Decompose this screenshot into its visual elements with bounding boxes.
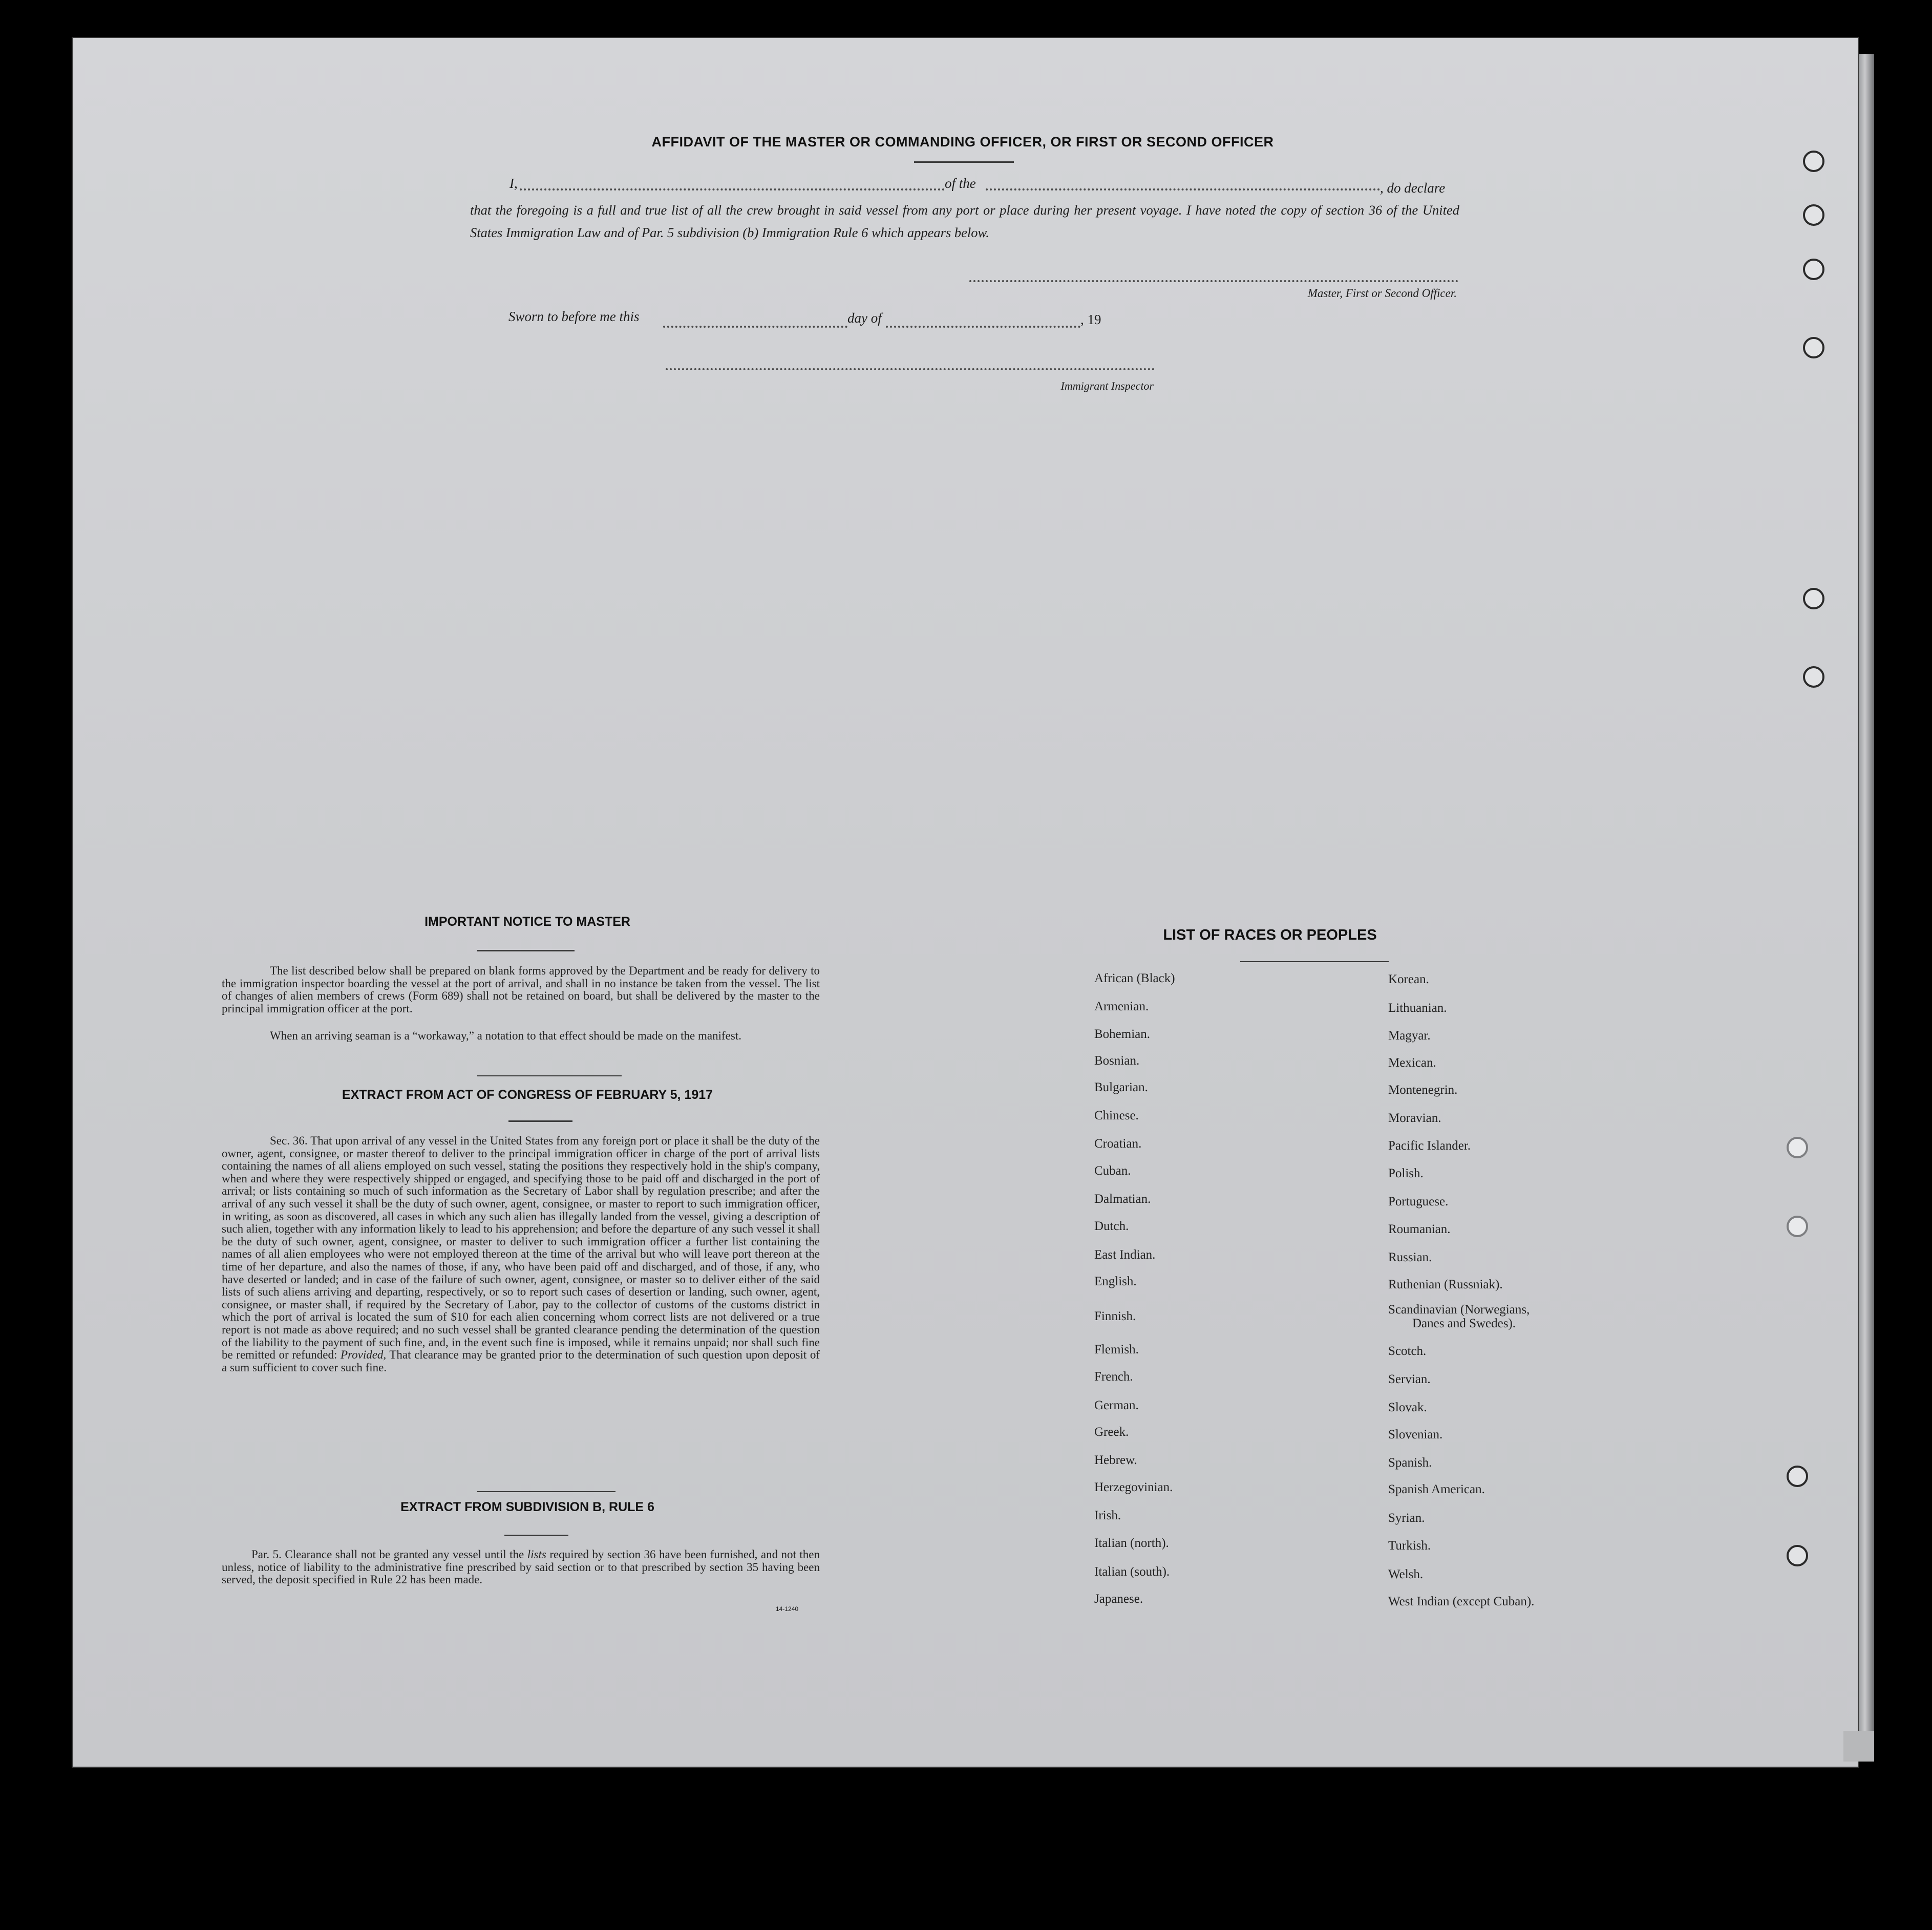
sworn-prefix: Sworn to before me this [508,309,640,324]
binder-hole-icon [1803,204,1824,226]
race-right-item: Syrian. [1388,1511,1425,1525]
race-right-item: West Indian (except Cuban). [1388,1595,1535,1608]
inspector-label: Immigrant Inspector [1060,379,1154,392]
extract-act-title-rule [508,1120,572,1122]
race-left-item: Croatian. [1094,1137,1142,1151]
races-title-rule [1240,961,1389,962]
master-signature-label: Master, First or Second Officer. [1307,287,1457,300]
race-right-item: Pacific Islander. [1388,1139,1471,1153]
binder-hole-icon [1803,337,1824,358]
inspector-signature-field[interactable] [666,368,1155,370]
notice-para-1-text: The list described below shall be prepared on blank forms approved by the Department and be ready for delivery to the immigration inspector boarding the vessel at the port of arrival, and shall in no instance be taken from the vessel. The list of changes of alien members of crews (Form 689) shall not be retained on board, but shall be delivered by the master to the principal immigration officer at the port. [222,964,820,1015]
race-right-item: Moravian. [1388,1111,1441,1125]
affidavit-title-rule [914,161,1014,163]
race-left-item: Chinese. [1094,1109,1139,1122]
race-right-item: Slovenian. [1388,1428,1443,1441]
race-right-item: Korean. [1388,972,1429,986]
sworn-date-field[interactable] [663,326,847,328]
race-left-item: French. [1094,1370,1133,1384]
notice-para-2-text: When an arriving seaman is a “workaway,” a notation to that effect should be made on the manifest. [270,1029,741,1042]
race-left-item: Greek. [1094,1425,1129,1439]
binder-hole-icon [1787,1216,1808,1237]
extract-rule-text [222,1549,820,1586]
race-left-item: Hebrew. [1094,1453,1137,1467]
affidavit-title: AFFIDAVIT OF THE MASTER OR COMMANDING OFFICER, OR FIRST OR SECOND OFFICER [651,134,1274,150]
race-left-item: Irish. [1094,1509,1121,1522]
race-left-item: Japanese. [1094,1592,1143,1606]
race-right-item: Scotch. [1388,1344,1427,1358]
race-left-item: Bulgarian. [1094,1080,1148,1094]
race-right-item: Portuguese. [1388,1195,1449,1208]
extract-act-text [222,1135,820,1374]
race-right-item: Mexican. [1388,1056,1436,1070]
sheet-corner [1843,1731,1874,1762]
extract-rule-text-start: Par. 5. Clearance shall not be granted any vessel until the [251,1548,524,1561]
binder-hole-icon [1787,1137,1808,1158]
race-left-item: Bosnian. [1094,1054,1140,1068]
extract-act-title: EXTRACT FROM ACT OF CONGRESS OF FEBRUARY 5, 1917 [342,1088,713,1102]
race-right-item: Magyar. [1388,1029,1431,1043]
extract-rule-title: EXTRACT FROM SUBDIVISION B, RULE 6 [400,1500,654,1514]
race-right-item: Turkish. [1388,1539,1431,1553]
race-right-item: Roumanian. [1388,1222,1451,1236]
race-right-item: Montenegrin. [1388,1083,1458,1097]
race-right-item: Welsh. [1388,1567,1424,1581]
race-left-item: Bohemian. [1094,1027,1151,1041]
race-left-item: East Indian. [1094,1248,1156,1262]
sworn-month-field[interactable] [886,326,1080,328]
race-left-item: Finnish. [1094,1309,1136,1323]
race-right-item: Russian. [1388,1250,1432,1264]
race-left-item: Dalmatian. [1094,1192,1151,1206]
affidavit-line-i: I, [509,176,518,191]
binder-hole-icon [1803,666,1824,688]
notice-title-rule [477,950,575,951]
race-right-item: Slovak. [1388,1401,1427,1414]
binder-hole-icon [1803,151,1824,172]
extract-rule-lists: lists [527,1548,546,1561]
race-right-item: Spanish American. [1388,1482,1485,1496]
master-signature-field[interactable] [969,280,1458,282]
notice-para-2 [222,1030,820,1043]
notice-para-1 [222,965,820,1015]
race-left-item: Cuban. [1094,1164,1131,1178]
sheet-edge [1859,54,1874,1759]
binder-hole-icon [1803,588,1824,609]
race-left-item: Italian (north). [1094,1536,1169,1550]
name-field[interactable] [520,188,945,190]
race-right-item: Danes and Swedes). [1412,1317,1516,1330]
sworn-year: , 19 [1080,312,1101,327]
vessel-field[interactable] [986,188,1380,190]
sworn-day-of: day of [847,310,882,326]
extract-act-text-end: That clearance may be granted prior to the determination of such question upon deposit of a sum sufficient to cover such fine. [222,1348,820,1374]
race-left-item: English. [1094,1275,1137,1288]
notice-title: IMPORTANT NOTICE TO MASTER [424,915,630,929]
race-right-item: Polish. [1388,1167,1424,1180]
race-left-item: Dutch. [1094,1219,1129,1233]
race-left-item: German. [1094,1398,1139,1412]
race-left-item: Flemish. [1094,1343,1139,1356]
affidavit-line-declare: , do declare [1380,180,1446,196]
races-title: LIST OF RACES OR PEOPLES [1163,927,1377,943]
race-left-item: African (Black) [1094,971,1175,985]
extract-rule-title-rule [504,1535,568,1536]
binder-hole-icon [1787,1466,1808,1487]
race-left-item: Armenian. [1094,1000,1149,1013]
binder-hole-icon [1803,259,1824,280]
race-left-item: Italian (south). [1094,1565,1170,1579]
form-number: 14-1240 [776,1605,799,1613]
race-right-item: Ruthenian (Russniak). [1388,1278,1503,1291]
race-right-item: Spanish. [1388,1456,1432,1470]
affidavit-line-of-the: of the [945,176,976,191]
binder-hole-icon [1787,1545,1808,1566]
race-right-item: Servian. [1388,1372,1431,1386]
extract-rule-text-end: required by section 36 have been furnished, and not then unless, notice of liability to the administrative fine prescribed by said section or to that prescribed by section 35 having been served, the deposit specified in Rule 22 has been made. [222,1548,820,1586]
extract-act-divider [477,1491,615,1492]
notice-divider [477,1075,622,1076]
extract-act-sec-label: Sec. 36. [270,1134,308,1147]
race-left-item: Herzegovinian. [1094,1480,1173,1494]
race-right-item: Scandinavian (Norwegians, [1388,1303,1530,1317]
extract-act-provided: Provided, [340,1348,387,1362]
extract-act-text-main: That upon arrival of any vessel in the United States from any foreign port or place it shall be the duty of the owner, agent, consignee, or master thereof to deliver to the principal immigration officer in charge of the port of arrival lists containing the names of all aliens employed on such vessel, stating the positions they respectively hold in the ship's company, when and where they were respectively shipped or engaged, and specifying those to be paid off and discharged in the port of arrival; or lists containing so much of such information as the Secretary of Labor shall by regulation prescribe; and after the arrival of any such vessel it shall be the duty of such owner, agent, consignee, or master to report to such immigration officer, in writing, as soon as discovered, all cases in which any such alien has illegally landed from the vessel, giving a description of such alien, together with any information likely to lead to his apprehension; and before the departure of any such vessel it shall be the duty of such owner, agent, consignee, or master to deliver to such immigration officer a further list containing the names of all alien employees who were not employed thereon at the time of the arrival but who will leave port thereon at the time of her departure, and also the names of those, if any, who have been paid off and discharged, and of those, if any, who have deserted or landed; and in case of the failure of such owner, agent, consignee, or master so to deliver either of the said lists of such aliens arriving and departing, respectively, or so to report such cases of desertion or landing, such owner, agent, consignee, or master shall, if required by the Secretary of Labor, pay to the collector of customs of the customs district in which the port of arrival is located the sum of $10 for each alien concerning whom correct lists are not delivered or a true report is not made as above required; and no such vessel shall be granted clearance pending the determination of the question of the liability to the payment of such fine, and, in the event such fine is imposed, while it remains unpaid; nor shall such fine be remitted or refunded: [222,1134,820,1362]
race-right-item: Lithuanian. [1388,1001,1447,1015]
affidavit-body: that the foregoing is a full and true list of all the crew brought in said vessel from any port or place during her present voyage. I have noted the copy of section 36 of the United States Immigration Law and of Par. 5 subdivision (b) Immigration Rule 6 which appears below. [470,202,1459,240]
